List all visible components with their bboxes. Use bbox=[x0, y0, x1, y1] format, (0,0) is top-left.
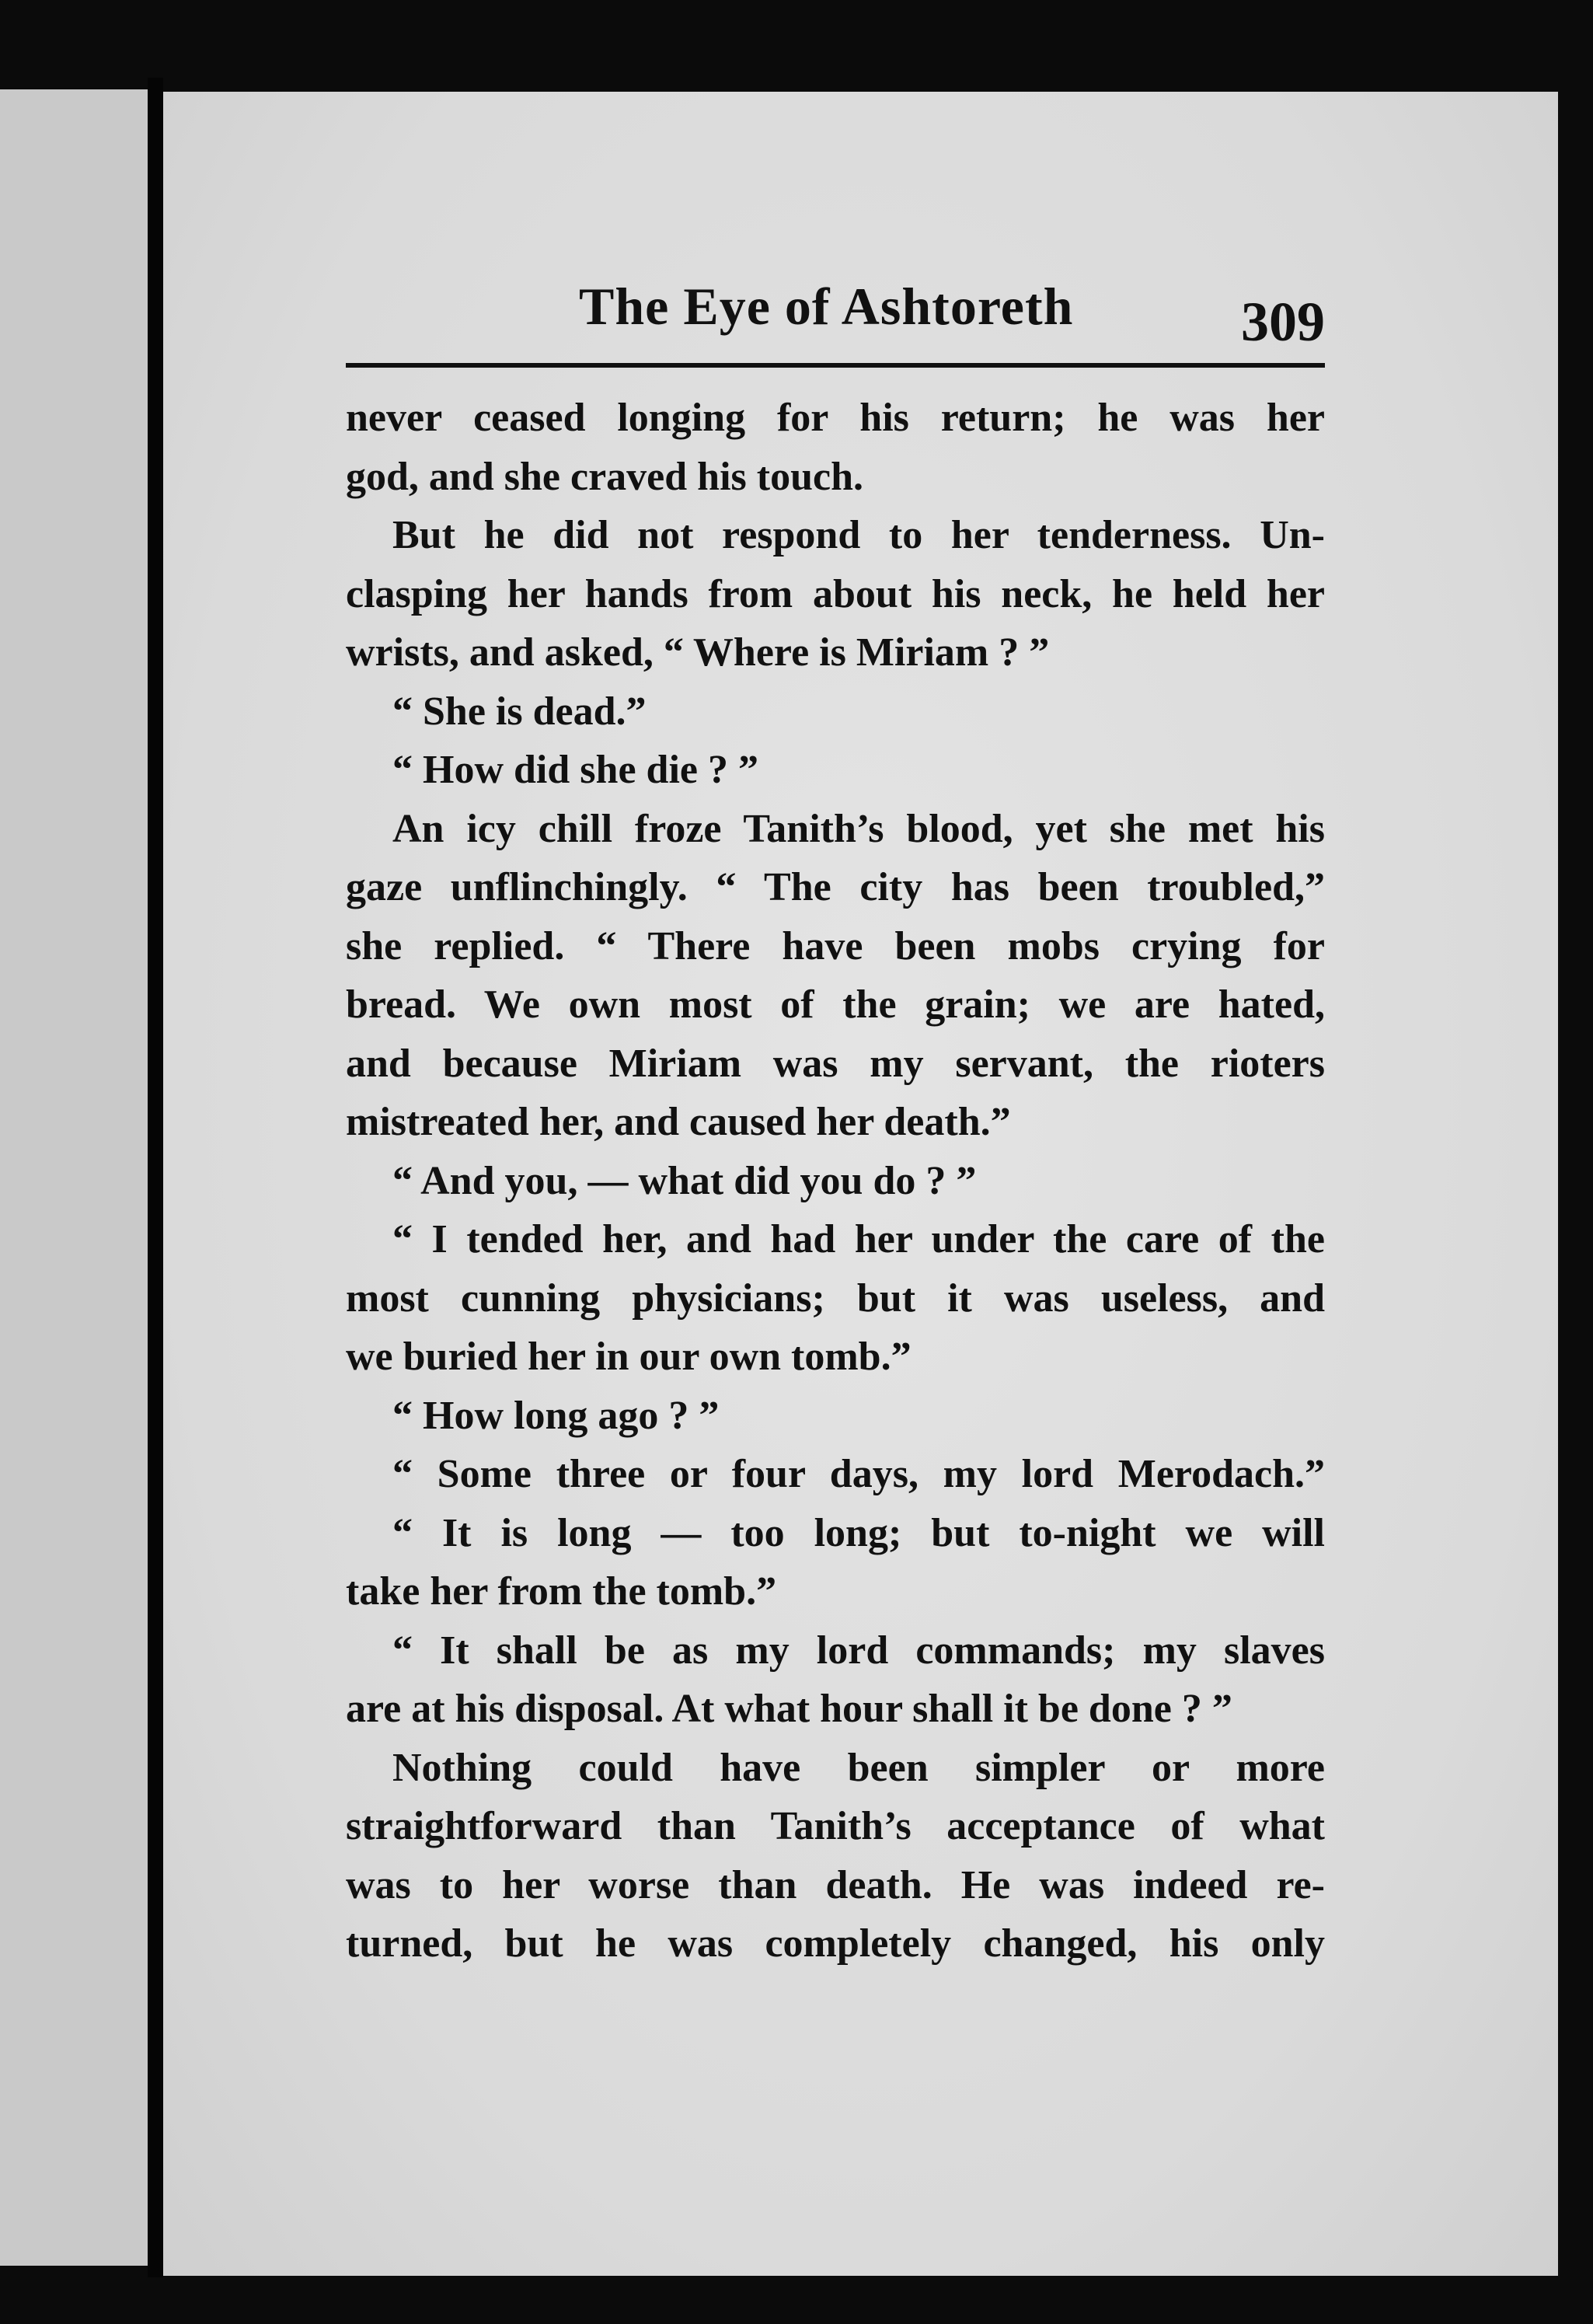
text-line: take her from the tomb.” bbox=[346, 1569, 777, 1614]
text-line: gaze unflinchingly. “ The city has been troubled,” bbox=[346, 865, 1325, 909]
text-line: “ And you, — what did you do ? ” bbox=[392, 1158, 977, 1203]
text-line: “ It is long — too long; but to-night we will bbox=[392, 1510, 1325, 1555]
text-line: mistreated her, and caused her death.” bbox=[346, 1100, 1011, 1144]
text-line: An icy chill froze Tanith’s blood, yet she met his bbox=[392, 806, 1325, 851]
text-line: wrists, and asked, “ Where is Miriam ? ” bbox=[346, 630, 1050, 675]
text-line: god, and she craved his touch. bbox=[346, 454, 863, 499]
text-line: Nothing could have been simpler or more bbox=[392, 1745, 1325, 1790]
body-text bbox=[346, 389, 1325, 1973]
text-line: we buried her in our own tomb.” bbox=[346, 1335, 912, 1379]
left-page-edge bbox=[0, 89, 148, 2266]
text-line: most cunning physicians; but it was useless, and bbox=[346, 1275, 1325, 1321]
text-line: and because Miriam was my servant, the rioters bbox=[346, 1041, 1325, 1086]
text-line: clasping her hands from about his neck, he held her bbox=[346, 571, 1325, 616]
text-line: bread. We own most of the grain; we are hated, bbox=[346, 982, 1325, 1027]
text-line: “ How did she die ? ” bbox=[392, 748, 758, 792]
text-line: “ It shall be as my lord commands; my slaves bbox=[392, 1628, 1325, 1673]
text-line: she replied. “ There have been mobs crying for bbox=[346, 923, 1325, 968]
binding-shadow bbox=[148, 78, 163, 2277]
running-header bbox=[346, 276, 1325, 369]
text-line: But he did not respond to her tenderness. Un- bbox=[392, 513, 1325, 557]
page-number: 309 bbox=[1241, 291, 1325, 353]
text-line: turned, but he was completely changed, his only bbox=[346, 1921, 1325, 1966]
header-rule bbox=[346, 363, 1325, 368]
text-line: “ I tended her, and had her under the care of the bbox=[392, 1217, 1325, 1261]
text-line: “ How long ago ? ” bbox=[392, 1393, 720, 1438]
text-line: never ceased longing for his return; he was her bbox=[346, 396, 1325, 440]
text-line: “ Some three or four days, my lord Merodach.” bbox=[392, 1452, 1325, 1496]
text-line: are at his disposal. At what hour shall it be done ? ” bbox=[346, 1687, 1232, 1731]
text-line: straightforward than Tanith’s acceptance of what bbox=[346, 1804, 1325, 1848]
running-title: The Eye of Ashtoreth bbox=[579, 277, 1074, 336]
text-line: “ She is dead.” bbox=[392, 689, 647, 734]
text-line: was to her worse than death. He was indeed re- bbox=[346, 1862, 1325, 1907]
